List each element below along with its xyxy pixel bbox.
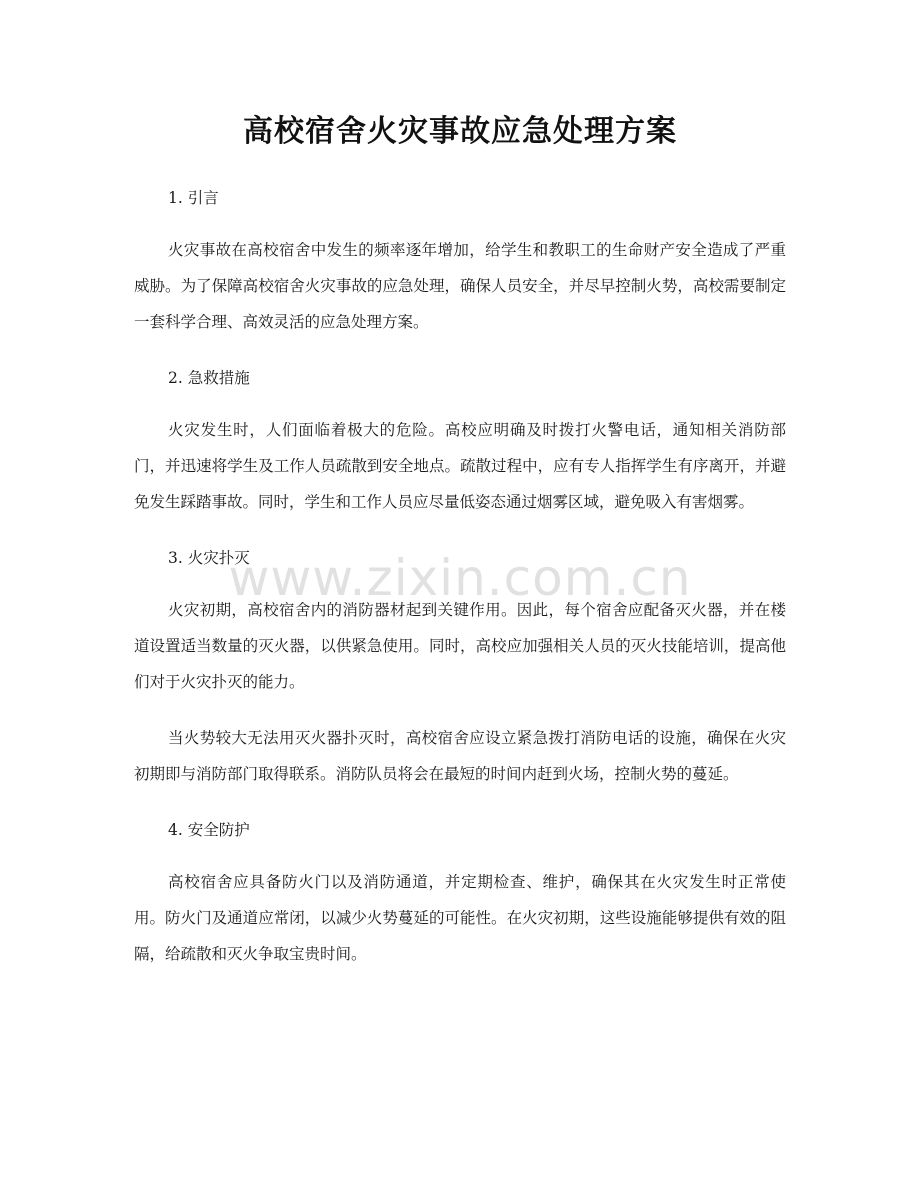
section-paragraph: 高校宿舍应具备防火门以及消防通道，并定期检查、维护，确保其在火灾发生时正常使用。防火门及通道应常闭，以减少火势蔓延的可能性。在火灾初期，这些设施能够提供有效的阻隔，给疏散和灭火争取宝贵时间。 <box>134 873 786 963</box>
section-heading-introduction: 1. 引言 <box>168 189 219 207</box>
section-paragraph: 当火势较大无法用灭火器扑灭时，高校宿舍应设立紧急拨打消防电话的设施，确保在火灾初期即与消防部门取得联系。消防队员将会在最短的时间内赶到火场，控制火势的蔓延。 <box>134 729 786 783</box>
document-body <box>134 180 786 972</box>
watermark-text: www.zixin.com.cn <box>228 549 692 607</box>
section-heading-fire-suppression: 3. 火灾扑灭 <box>168 549 250 567</box>
section-heading-first-aid: 2. 急救措施 <box>168 369 250 387</box>
section-paragraph: 火灾发生时，人们面临着极大的危险。高校应明确及时拨打火警电话，通知相关消防部门，并迅速将学生及工作人员疏散到安全地点。疏散过程中，应有专人指挥学生有序离开，并避免发生踩踏事故。同时，学生和工作人员应尽量低姿态通过烟雾区域，避免吸入有害烟雾。 <box>134 421 786 511</box>
section-paragraph: 火灾事故在高校宿舍中发生的频率逐年增加，给学生和教职工的生命财产安全造成了严重威胁。为了保障高校宿舍火灾事故的应急处理，确保人员安全，并尽早控制火势，高校需要制定一套科学合理、高效灵活的应急处理方案。 <box>134 241 786 331</box>
section-heading-safety-protection: 4. 安全防护 <box>168 821 250 839</box>
section-paragraph: 火灾初期，高校宿舍内的消防器材起到关键作用。因此，每个宿舍应配备灭火器，并在楼道设置适当数量的灭火器，以供紧急使用。同时，高校应加强相关人员的灭火技能培训，提高他们对于火灾扑灭的能力。 <box>134 601 786 691</box>
document-title: 高校宿舍火灾事故应急处理方案 <box>243 114 677 149</box>
